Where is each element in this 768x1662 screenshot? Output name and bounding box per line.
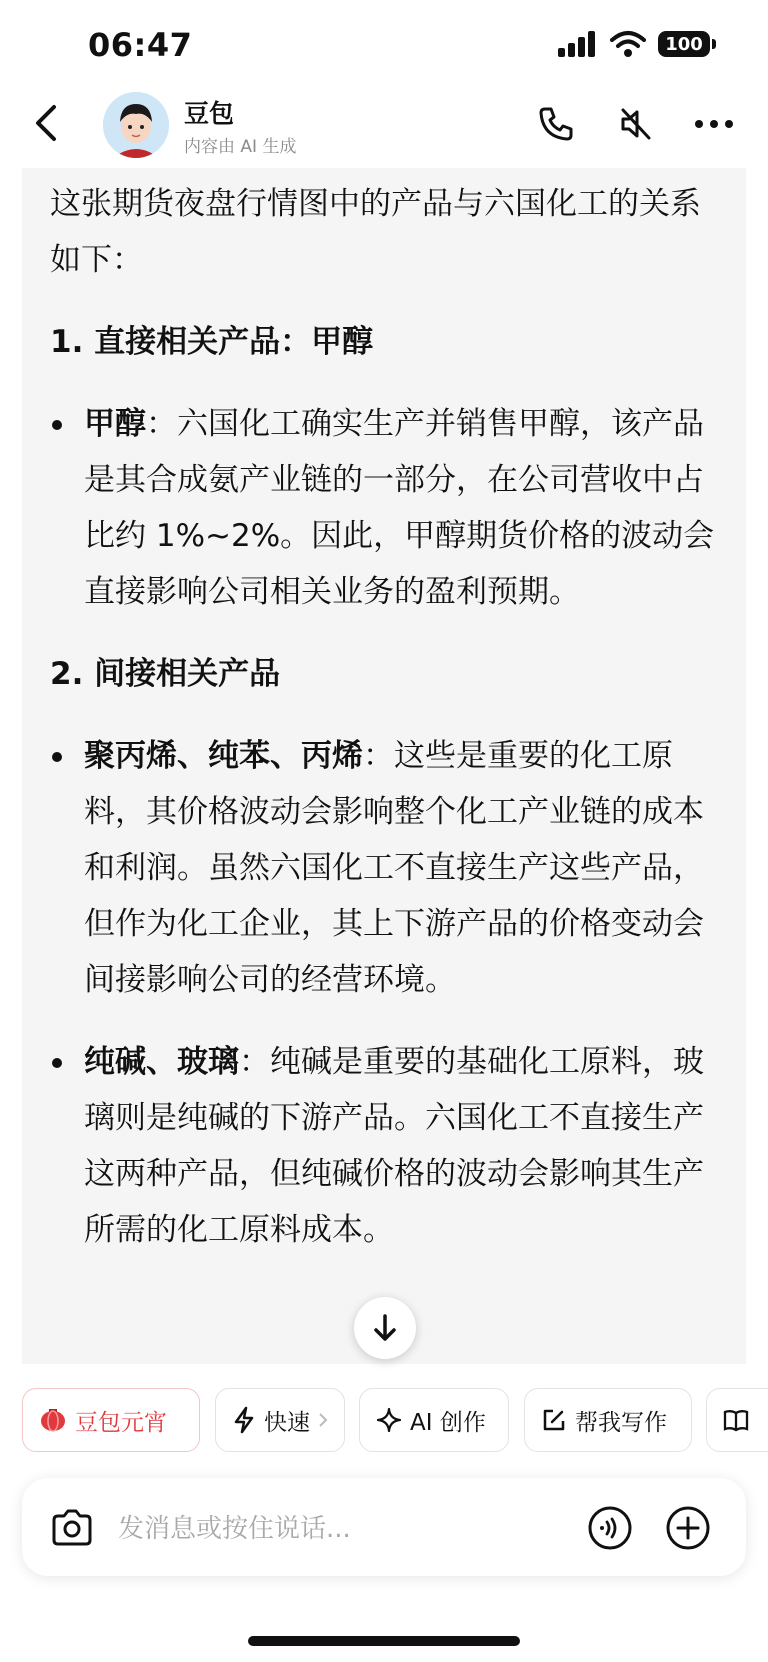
bot-name: 豆包: [184, 99, 235, 128]
battery-level: 100: [665, 33, 703, 55]
list-item-text: ：六国化工确实生产并销售甲醇，该产品是其合成氨产业链的一部分，在公司营收中占比约 1%~2%。因此，甲醇期货价格的波动会直接影响公司相关业务的盈利预期。: [84, 406, 715, 610]
chip-label: AI 创作: [410, 1409, 486, 1436]
speaker-muted-icon: [617, 105, 655, 143]
list-item-term: 纯碱、玻璃: [84, 1044, 239, 1080]
more-button[interactable]: [690, 100, 738, 148]
book-icon: [723, 1407, 749, 1433]
back-button[interactable]: [26, 98, 66, 148]
ai-generated-notice: 内容由 AI 生成: [184, 137, 297, 157]
chip-label: 快速: [264, 1409, 310, 1436]
sparkle-icon: [376, 1407, 402, 1433]
more-dots-icon: [694, 119, 734, 129]
lantern-icon: [39, 1406, 67, 1434]
battery-indicator: [658, 31, 710, 57]
chip-ai-create[interactable]: [359, 1388, 509, 1452]
chip-lantern-festival[interactable]: [22, 1388, 200, 1452]
message-content: [50, 176, 726, 1284]
chevron-left-icon: [32, 103, 60, 143]
chip-fast-mode[interactable]: [215, 1388, 345, 1452]
mute-button[interactable]: [612, 100, 660, 148]
quick-action-chips: [22, 1388, 768, 1454]
chip-help-write[interactable]: [524, 1388, 692, 1452]
bot-message: [22, 168, 746, 1364]
avatar[interactable]: [103, 92, 169, 158]
add-button[interactable]: [660, 1500, 716, 1556]
signal-icon: [558, 31, 598, 57]
call-button[interactable]: [532, 100, 580, 148]
camera-icon: [50, 1508, 94, 1548]
home-indicator: [248, 1636, 520, 1646]
list-item-term: 甲醇: [84, 406, 146, 442]
wifi-icon: [610, 30, 646, 58]
section-heading: 1. 直接相关产品：甲醇: [50, 324, 374, 360]
status-bar: [0, 0, 768, 80]
message-input[interactable]: 发消息或按住说话...: [118, 1514, 351, 1544]
status-icons: [558, 30, 710, 58]
list-item: [50, 1034, 726, 1258]
chip-more[interactable]: [706, 1388, 768, 1452]
list-item: [50, 728, 726, 1008]
sound-wave-icon: [587, 1505, 633, 1551]
message-input-bar: [22, 1478, 746, 1576]
chip-label: 豆包元宵: [75, 1409, 167, 1436]
scroll-to-bottom-button[interactable]: [354, 1297, 416, 1359]
camera-button[interactable]: [44, 1500, 100, 1556]
voice-call-button[interactable]: [582, 1500, 638, 1556]
list-item: [50, 396, 726, 620]
avatar-face-icon: [103, 92, 169, 158]
chevron-right-icon: [318, 1412, 328, 1428]
list-item-text: ：这些是重要的化工原料，其价格波动会影响整个化工产业链的成本和利润。虽然六国化工不直接生产这些产品，但作为化工企业，其上下游产品的价格变动会间接影响公司的经营环境。: [84, 738, 704, 998]
status-time: 06:47: [88, 26, 193, 64]
chip-label: 帮我写作: [575, 1409, 667, 1436]
edit-icon: [541, 1407, 567, 1433]
phone-icon: [537, 105, 575, 143]
list-item-term: 聚丙烯、纯苯、丙烯: [84, 738, 363, 774]
arrow-down-icon: [372, 1313, 398, 1343]
message-intro: 这张期货夜盘行情图中的产品与六国化工的关系如下：: [50, 186, 701, 278]
section-heading: 2. 间接相关产品: [50, 656, 281, 692]
chat-header: [0, 84, 768, 166]
list-item-text: ：纯碱是重要的基础化工原料，玻璃则是纯碱的下游产品。六国化工不直接生产这两种产品，但纯碱价格的波动会影响其生产所需的化工原料成本。: [84, 1044, 704, 1248]
plus-circle-icon: [665, 1505, 711, 1551]
lightning-icon: [232, 1406, 256, 1434]
